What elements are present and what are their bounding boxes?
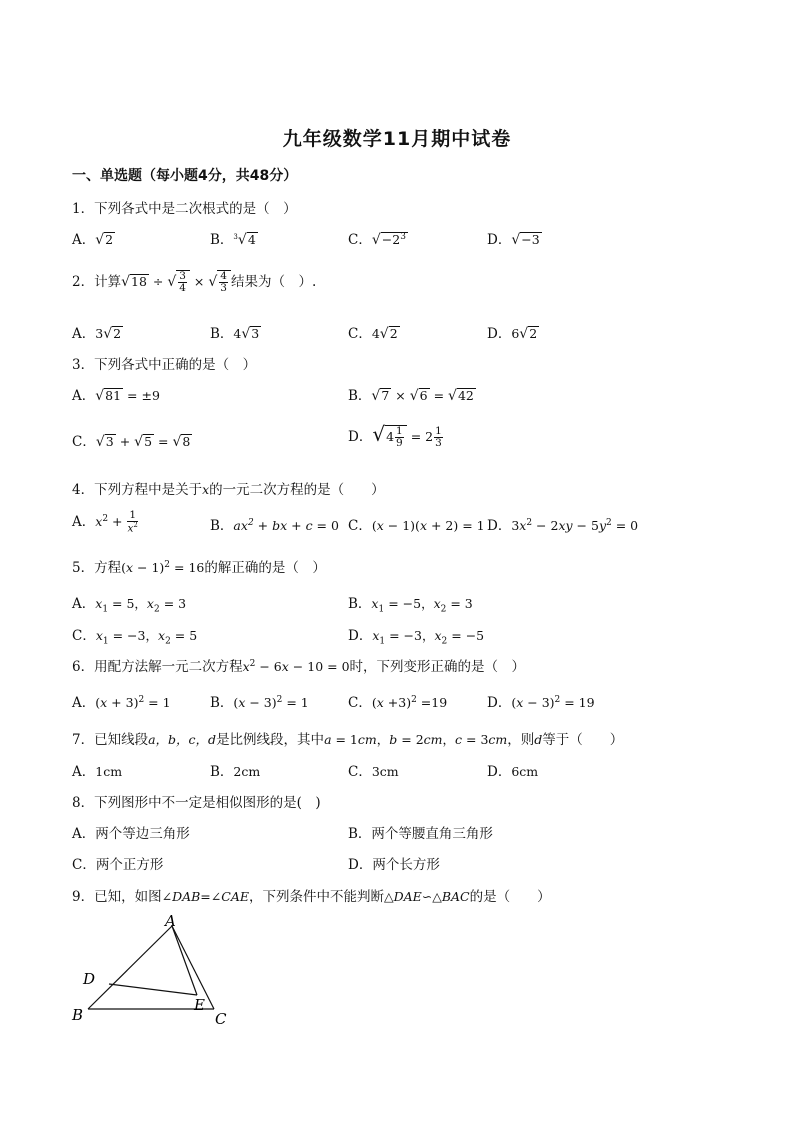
section-heading: 一、单选题（每小题4分，共48分） [72, 168, 298, 184]
question-7-stem: 7．已知线段a，b，c，d是比例线段，其中a = 1cm，b = 2cm，c = 3cm，则d等于（ ） [72, 732, 624, 748]
question-8-stem: 8．下列图形中不一定是相似图形的是( ) [72, 795, 321, 811]
q1-option-c: C．$√-2^3$ [348, 231, 406, 248]
point-label-e: E [194, 996, 205, 1014]
q8-option-c: C．两个正方形 [72, 857, 164, 873]
q8-option-a: A．两个等边三角形 [72, 826, 190, 842]
q2-option-a: A．3√2 [72, 326, 122, 342]
q2-option-c: C．4√2 [348, 326, 398, 342]
q4-option-d: D．$3x^2 - 2xy - 5y^2 = 0$ [487, 517, 639, 534]
q2-expression: √18 ÷ √ $\frac{3}{4}$ × √ $\frac{4}{3}$ [121, 274, 231, 289]
q5-option-d: D．$x_1 = -3$，$x_2 = -5$ [348, 628, 485, 647]
q8-option-d: D．两个长方形 [348, 857, 440, 873]
question-3-stem: 3．下列各式中正确的是（ ） [72, 357, 257, 373]
segment-de [109, 984, 197, 995]
question-2-stem: 2．计算√18 ÷ √ $\frac{3}{4}$ × √ $\frac{4}{3}$ 结果为（ ）. [72, 270, 317, 295]
point-label-a: A [165, 912, 176, 930]
q7-option-c: C．3cm [348, 764, 399, 780]
q3-option-a: A．√81 = ±9 [72, 388, 160, 404]
q1-option-a: A．√2 [72, 232, 114, 248]
q5-option-b: B．$x_1 = -5$，$x_2 = 3$ [348, 596, 473, 615]
q4-option-c: C．(x − 1)(x + 2) = 1 [348, 518, 485, 534]
q1-option-b: B．$^3$√4 [210, 232, 256, 248]
page-title: 九年级数学11月期中试卷 [282, 128, 512, 150]
q6-option-d: D．$(x - 3)^2 = 19$ [487, 694, 595, 711]
triangle-figure [66, 912, 246, 1032]
q7-option-d: D．6cm [487, 764, 539, 780]
q8-option-b: B．两个等腰直角三角形 [348, 826, 493, 842]
q1-option-d: D．√−3 [487, 232, 540, 248]
q7-option-a: A．1cm [72, 764, 123, 780]
q2-option-d: D．6√2 [487, 326, 538, 342]
question-5-stem: 5．方程$(x - 1)^2 = 16$的解正确的是（ ） [72, 559, 326, 576]
q3-option-c: C．√3 + √5 = √8 [72, 434, 191, 450]
q7-option-b: B．2cm [210, 764, 261, 780]
question-4-stem: 4．下列方程中是关于x的一元二次方程的是（ ） [72, 482, 385, 498]
point-label-d: D [83, 970, 96, 988]
q2-option-b: B．4√3 [210, 326, 260, 342]
q4-option-a: A．$x^2$ + $\frac{1}{x^2}$ [72, 509, 138, 535]
q3-option-d: D．√4 $\frac{1}{9}$ = 2 $\frac{1}{3}$ [348, 422, 442, 449]
question-9-stem: 9．已知，如图∠DAB=∠CAE，下列条件中不能判断△DAE∽△BAC的是（ ） [72, 889, 551, 905]
question-1-stem: 1．下列各式中是二次根式的是（ ） [72, 201, 297, 217]
q6-option-c: C．$(x +3)^2 =19$ [348, 694, 448, 711]
question-6-stem: 6．用配方法解一元二次方程$x^2 - 6x - 10 = 0$时，下列变形正确的是（ ） [72, 658, 526, 675]
segment-ac [172, 926, 214, 1009]
segment-ab [88, 926, 172, 1009]
q5-option-a: A．$x_1 = 5$，$x_2 = 3$ [72, 596, 187, 615]
q5-option-c: C．$x_1 = -3$，$x_2 = 5$ [72, 628, 198, 647]
q6-option-b: B．$(x - 3)^2 = 1$ [210, 694, 309, 711]
q3-option-b: B．√7 × √6 = √42 [348, 388, 474, 404]
segment-ae [172, 926, 197, 995]
q6-option-a: A．$(x + 3)^2 = 1$ [72, 694, 171, 711]
point-label-c: C [215, 1010, 227, 1028]
q4-option-b: B．$ax^2$ + bx + c = 0 [210, 517, 339, 534]
point-label-b: B [72, 1006, 84, 1024]
